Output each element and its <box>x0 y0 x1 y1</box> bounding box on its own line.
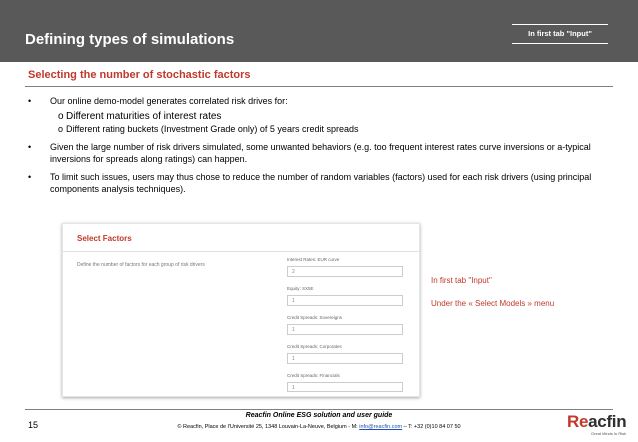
sub-bullet-item <box>28 111 618 123</box>
bullet-item <box>28 141 618 165</box>
panel-divider <box>63 251 419 252</box>
field-label-sovereigns: Credit Spreads: Sovereigns <box>287 315 343 320</box>
bullet-text: Our online demo-model generates correlated risk drives for: <box>50 96 288 106</box>
slide-title: Defining types of simulations <box>25 31 235 48</box>
footer-address <box>0 424 638 430</box>
interest-rates-factor-input[interactable]: 2 <box>287 266 403 277</box>
field-label-equity: Equity: SX5E <box>287 286 314 291</box>
equity-factor-input[interactable]: 1 <box>287 295 403 306</box>
note-first-tab: In first tab "Input" <box>431 276 492 285</box>
sub-bullet-text: Different rating buckets (Investment Grade only) of 5 years credit spreads <box>66 124 359 134</box>
bullet-list <box>28 95 618 199</box>
financials-factor-input[interactable]: 1 <box>287 382 403 392</box>
header-bar <box>0 0 638 62</box>
sub-bullet-marker: o <box>58 124 64 134</box>
bullet-item <box>28 95 618 107</box>
panel-description: Define the number of factors for each group of risk drivers <box>77 262 205 268</box>
address-prefix: © Reacfin, Place de l'Université 25, 1348 Louvain-La-Neuve, Belgium - M: <box>177 424 360 430</box>
logo-accent: Re <box>567 412 589 431</box>
note-select-models: Under the « Select Models » menu <box>431 299 555 308</box>
sovereigns-factor-input[interactable]: 1 <box>287 324 403 335</box>
panel-title: Select Factors <box>77 234 132 243</box>
page-number: 15 <box>28 420 39 430</box>
bullet-text: Given the large number of risk drivers simulated, some unwanted behaviors (e.g. too frequent interest rates curve inversions or a-typical inversions for spreads along ratings) can happen. <box>50 142 591 164</box>
select-factors-screenshot <box>62 223 420 397</box>
field-label-interest-rates: Interest Rates: EUR curve <box>287 257 340 262</box>
field-label-financials: Credit Spreads: Financials <box>287 373 340 378</box>
section-subtitle: Selecting the number of stochastic factors <box>28 69 251 81</box>
logo-tagline: Great Minds In Risk <box>591 431 627 436</box>
bullet-item <box>28 171 618 195</box>
logo-text: acfin <box>588 412 627 431</box>
email-link[interactable]: info@reacfin.com <box>359 424 403 430</box>
bullet-text: To limit such issues, users may thus chose to reduce the number of random variables (factors) used for each risk drivers (using principal components analysis techniques). <box>50 172 592 194</box>
divider-bottom <box>25 409 613 410</box>
divider-top <box>25 86 613 87</box>
corporates-factor-input[interactable]: 1 <box>287 353 403 364</box>
footer-title: Reacfin Online ESG solution and user guide <box>245 412 393 419</box>
sub-bullet-text: Different maturities of interest rates <box>66 111 222 122</box>
reacfin-logo <box>567 412 626 432</box>
sub-bullet-marker: o <box>58 111 64 122</box>
tab-note: In first tab "Input" <box>512 24 608 44</box>
sub-bullet-item <box>28 123 618 135</box>
address-suffix: – T: +32 (0)10 84 07 50 <box>402 424 461 430</box>
field-label-corporates: Credit Spreads: Corporates <box>287 344 342 349</box>
